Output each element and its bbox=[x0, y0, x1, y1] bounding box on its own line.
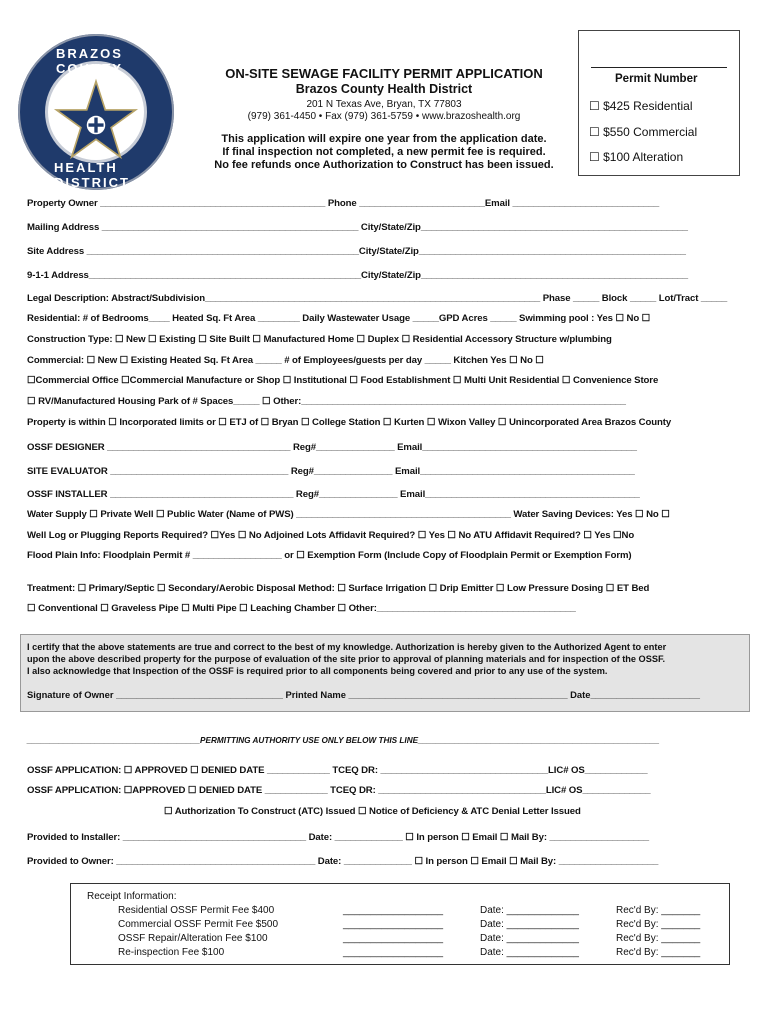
seal-text-bottom: HEALTH DISTRICT bbox=[54, 160, 130, 190]
property-owner-row[interactable]: Property Owner ___________________________________________ Phone ________________________Email ____________________________ bbox=[27, 198, 660, 209]
treatment-row[interactable]: Treatment: ☐ Primary/Septic ☐ Secondary/Aerobic Disposal Method: ☐ Surface Irrigation ☐ Drip Emitter ☐ Low Pressure Dosing ☐ ET Bed bbox=[27, 583, 650, 594]
permit-number-label: Permit Number bbox=[615, 73, 698, 85]
certification-box bbox=[20, 634, 750, 712]
jurisdiction-row[interactable]: Property is within ☐ Incorporated limits or ☐ ETJ of ☐ Bryan ☐ College Station ☐ Kurten ☐ Wixon Valley ☐ Unincorporated Area Brazos County bbox=[27, 417, 672, 428]
commercial-row[interactable]: Commercial: ☐ New ☐ Existing Heated Sq. Ft Area _____ # of Employees/guests per day _____ Kitchen Yes ☐ No ☐ bbox=[27, 355, 544, 366]
ossf-application-row-1[interactable]: OSSF APPLICATION: ☐ APPROVED ☐ DENIED DATE ____________ TCEQ DR: ________________________________LIC# OS____________ bbox=[27, 765, 648, 776]
receipt-recd-by-field[interactable]: Rec'd By: _______ bbox=[616, 919, 701, 930]
receipt-recd-by-field[interactable]: Rec'd By: _______ bbox=[616, 947, 701, 958]
signature-row[interactable]: Signature of Owner ________________________________ Printed Name __________________________________________ Date_____________________ bbox=[27, 689, 700, 700]
receipt-label: Residential OSSF Permit Fee $400 bbox=[118, 905, 275, 916]
cert-line-1: I certify that the above statements are true and correct to the best of my knowledge. Authorization is hereby given to the Authorized Agent to enter bbox=[27, 642, 667, 652]
form-title: ON-SITE SEWAGE FACILITY PERMIT APPLICATION bbox=[225, 66, 543, 81]
receipt-date-field[interactable]: Date: _____________ bbox=[480, 905, 579, 916]
refund-notice: No fee refunds once Authorization to Construct has been issued. bbox=[214, 159, 554, 171]
receipt-date-field[interactable]: Date: _____________ bbox=[480, 933, 579, 944]
treatment-type-row[interactable]: ☐ Conventional ☐ Graveless Pipe ☐ Multi Pipe ☐ Leaching Chamber ☐ Other:______________________________________ bbox=[27, 603, 576, 614]
flood-plain-row[interactable]: Flood Plain Info: Floodplain Permit # _________________ or ☐ Exemption Form (Include Copy of Floodplain Permit or Exemption Form) bbox=[27, 550, 632, 561]
receipt-date-field[interactable]: Date: _____________ bbox=[480, 919, 579, 930]
fee-notice: If final inspection not completed, a new permit fee is required. bbox=[222, 146, 546, 158]
ossf-installer-row[interactable]: OSSF INSTALLER ___________________________________ Reg#_______________ Email_________________________________________ bbox=[27, 489, 640, 500]
health-district-seal bbox=[18, 34, 174, 190]
authority-divider: ______________________________________PERMITTING AUTHORITY USE ONLY BELOW THIS LINE_____________________________________________________ bbox=[27, 736, 660, 745]
receipt-label: Commercial OSSF Permit Fee $500 bbox=[118, 919, 279, 930]
receipt-label: OSSF Repair/Alteration Fee $100 bbox=[118, 933, 268, 944]
receipt-amount-field[interactable]: __________________ bbox=[343, 905, 444, 916]
commercial-type-row[interactable]: ☐Commercial Office ☐Commercial Manufacture or Shop ☐ Institutional ☐ Food Establishment ☐ Multi Unit Residential ☐ Convenience Store bbox=[27, 375, 659, 386]
water-supply-row[interactable]: Water Supply ☐ Private Well ☐ Public Water (Name of PWS) _________________________________________ Water Saving Devices: Yes ☐ No ☐ bbox=[27, 509, 670, 520]
receipt-amount-field[interactable]: __________________ bbox=[343, 947, 444, 958]
star-icon bbox=[52, 78, 140, 162]
permit-option-residential[interactable]: ☐ $425 Residential bbox=[589, 99, 693, 113]
provided-to-owner-row[interactable]: Provided to Owner: ______________________________________ Date: _____________ ☐ In person ☐ Email ☐ Mail By: ___________________ bbox=[27, 856, 659, 867]
rv-park-row[interactable]: ☐ RV/Manufactured Housing Park of # Spaces_____ ☐ Other:______________________________________________________________ bbox=[27, 396, 626, 407]
permit-option-commercial[interactable]: ☐ $550 Commercial bbox=[589, 125, 698, 139]
receipt-amount-field[interactable]: __________________ bbox=[343, 919, 444, 930]
receipt-recd-by-field[interactable]: Rec'd By: _______ bbox=[616, 933, 701, 944]
receipt-label: Re-inspection Fee $100 bbox=[118, 947, 225, 958]
mailing-address-row[interactable]: Mailing Address _________________________________________________ City/State/Zip___________________________________________________ bbox=[27, 222, 688, 233]
form-subtitle: Brazos County Health District bbox=[295, 82, 473, 96]
well-log-row[interactable]: Well Log or Plugging Reports Required? ☐Yes ☐ No Adjoined Lots Affidavit Required? ☐ Yes ☐ No ATU Affidavit Required? ☐ Yes ☐No bbox=[27, 530, 635, 541]
site-address-row[interactable]: Site Address ____________________________________________________City/State/Zip___________________________________________________ bbox=[27, 246, 686, 257]
residential-row[interactable]: Residential: # of Bedrooms____ Heated Sq. Ft Area ________ Daily Wastewater Usage _____GPD Acres _____ Swimming pool : Yes ☐ No ☐ bbox=[27, 313, 651, 324]
receipt-box bbox=[70, 883, 730, 965]
cert-line-2: upon the above described property for the purpose of evaluation of the site prior to approval of planning materials and for inspection of the OSSF. bbox=[27, 654, 666, 664]
seal-text-top: BRAZOS COUNTY bbox=[56, 46, 123, 76]
office-address: 201 N Texas Ave, Bryan, TX 77803 bbox=[306, 99, 462, 110]
ossf-designer-row[interactable]: OSSF DESIGNER ___________________________________ Reg#_______________ Email_________________________________________ bbox=[27, 442, 637, 453]
receipt-title: Receipt Information: bbox=[87, 891, 177, 902]
receipt-date-field[interactable]: Date: _____________ bbox=[480, 947, 579, 958]
receipt-amount-field[interactable]: __________________ bbox=[343, 933, 444, 944]
office-contact: (979) 361-4450 • Fax (979) 361-5759 • www.brazoshealth.org bbox=[247, 111, 521, 122]
expiry-notice: This application will expire one year from the application date. bbox=[221, 133, 547, 145]
permit-number-line[interactable] bbox=[591, 67, 727, 68]
ossf-application-row-2[interactable]: OSSF APPLICATION: ☐APPROVED ☐ DENIED DATE ____________ TCEQ DR: ________________________________LIC# OS_____________ bbox=[27, 785, 651, 796]
site-evaluator-row[interactable]: SITE EVALUATOR __________________________________ Reg#_______________ Email_________________________________________ bbox=[27, 466, 635, 477]
construction-type-row[interactable]: Construction Type: ☐ New ☐ Existing ☐ Site Built ☐ Manufactured Home ☐ Duplex ☐ Residential Accessory Structure w/plumbing bbox=[27, 334, 612, 345]
permit-number-box bbox=[578, 30, 740, 176]
permit-option-alteration[interactable]: ☐ $100 Alteration bbox=[589, 150, 684, 164]
atc-issued-row[interactable]: ☐ Authorization To Construct (ATC) Issued ☐ Notice of Deficiency & ATC Denial Letter Issued bbox=[164, 806, 581, 817]
cert-line-3: I also acknowledge that Inspection of the OSSF is required prior to all components being covered and prior to any use of the system. bbox=[27, 666, 608, 676]
receipt-recd-by-field[interactable]: Rec'd By: _______ bbox=[616, 905, 701, 916]
provided-to-installer-row[interactable]: Provided to Installer: ___________________________________ Date: _____________ ☐ In person ☐ Email ☐ Mail By: ___________________ bbox=[27, 832, 650, 843]
legal-description-row[interactable]: Legal Description: Abstract/Subdivision________________________________________________________________ Phase _____ Block _____ Lot/Tract _____ bbox=[27, 293, 728, 304]
e911-address-row[interactable]: 9-1-1 Address____________________________________________________City/State/Zip___________________________________________________ bbox=[27, 270, 688, 281]
